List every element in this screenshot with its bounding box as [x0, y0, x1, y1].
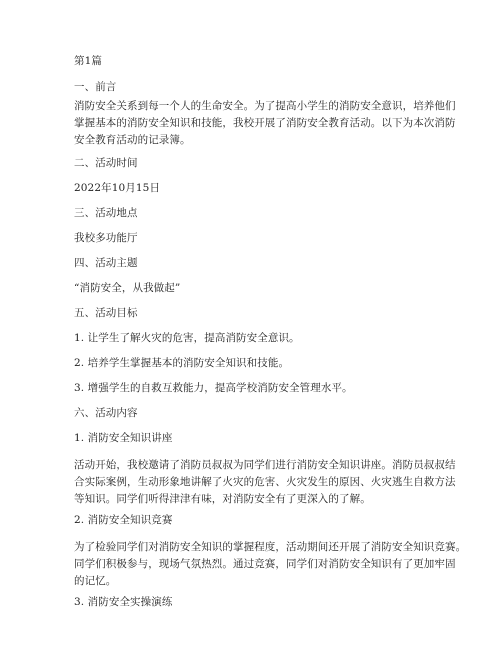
content-subtitle-quiz: 2. 消防安全知识竞赛 — [74, 514, 173, 526]
section-heading-content: 六、活动内容 — [74, 407, 138, 419]
paragraph-line: 合实际案例，生动形象地讲解了火灾的危害、火灾发生的原因、火灾逃生自救方法 — [74, 476, 456, 488]
content-subtitle-lecture: 1. 消防安全知识讲座 — [74, 432, 173, 444]
goal-item: 2. 培养学生掌握基本的消防安全知识和技能。 — [74, 357, 290, 369]
activity-location: 我校多功能厅 — [74, 232, 138, 244]
paragraph-line: 为了检验同学们对消防安全知识的掌握程度，活动期间还开展了消防安全知识竞赛。 — [74, 541, 467, 553]
section-heading-preface: 一、前言 — [74, 81, 117, 93]
chapter-title: 第1篇 — [74, 55, 102, 67]
paragraph-line: 活动开始，我校邀请了消防员叔叔为同学们进行消防安全知识讲座。消防员叔叔结 — [74, 459, 456, 471]
paragraph-line: 的记忆。 — [74, 575, 117, 587]
paragraph-line: 等知识。同学们听得津津有味，对消防安全有了更深入的了解。 — [74, 493, 371, 505]
preface-paragraph — [74, 98, 456, 149]
activity-date: 2022年10月15日 — [74, 182, 161, 194]
goal-item: 3. 增强学生的自救互救能力，提高学校消防安全管理水平。 — [74, 382, 353, 394]
paragraph-line: 掌握基本的消防安全知识和技能，我校开展了消防安全教育活动。以下为本次消防 — [74, 117, 456, 129]
section-heading-theme: 四、活动主题 — [74, 257, 138, 269]
activity-theme: “消防安全，从我做起” — [74, 282, 181, 294]
paragraph-line: 同学们积极参与，现场气氛热烈。通过竞赛，同学们对消防安全知识有了更加牢固 — [74, 558, 456, 570]
paragraph-line: 消防安全关系到每一个人的生命安全。为了提高小学生的消防安全意识，培养他们 — [74, 100, 456, 112]
section-heading-location: 三、活动地点 — [74, 207, 138, 219]
quiz-paragraph — [74, 539, 467, 590]
paragraph-line: 安全教育活动的记录簿。 — [74, 134, 191, 146]
content-subtitle-drill: 3. 消防安全实操演练 — [74, 596, 173, 608]
lecture-paragraph — [74, 457, 456, 508]
section-heading-goals: 五、活动目标 — [74, 307, 138, 319]
goal-item: 1. 让学生了解火灾的危害，提高消防安全意识。 — [74, 332, 300, 344]
section-heading-time: 二、活动时间 — [74, 157, 138, 169]
